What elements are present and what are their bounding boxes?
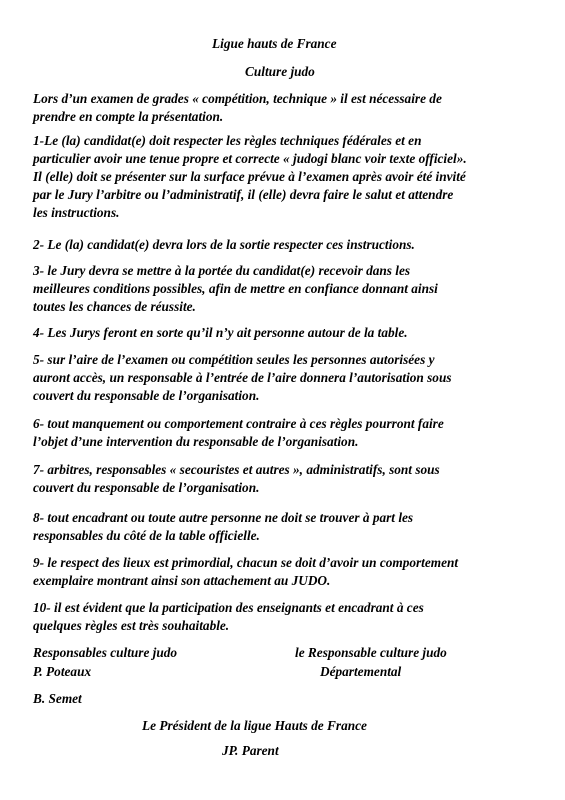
rule-item-3: [33, 262, 533, 316]
rule-line: 2- Le (la) candidat(e) devra lors de la sortie respecter ces instructions.: [33, 237, 415, 252]
rule-line: particulier avoir une tenue propre et correcte « judogi blanc voir texte officiel».: [33, 151, 467, 166]
signature-left-name-2: B. Semet: [33, 691, 82, 706]
president-title: Le Président de la ligue Hauts de France: [142, 718, 367, 733]
rule-line: Il (elle) doit se présenter sur la surface prévue à l’examen après avoir été invité: [33, 169, 466, 184]
rule-line: toutes les chances de réussite.: [33, 299, 196, 314]
rule-line: quelques règles est très souhaitable.: [33, 618, 230, 633]
rule-item-9: [33, 554, 533, 590]
rule-line: 3- le Jury devra se mettre à la portée du candidat(e) recevoir dans les: [33, 263, 411, 278]
rule-item-5: [33, 351, 533, 405]
signature-left-name-1: P. Poteaux: [33, 664, 92, 679]
intro-paragraph: [33, 90, 533, 126]
president-name: JP. Parent: [222, 743, 279, 758]
rule-line: meilleures conditions possibles, afin de mettre en confiance donnant ainsi: [33, 281, 438, 296]
rule-line: par le Jury l’arbitre ou l’administratif, il (elle) devra faire le salut et attendre: [33, 187, 454, 202]
rule-item-10: [33, 599, 533, 635]
rule-line: les instructions.: [33, 205, 120, 220]
intro-line: prendre en compte la présentation.: [33, 109, 224, 124]
signature-left-title: Responsables culture judo: [33, 645, 178, 660]
rule-line: 7- arbitres, responsables « secouristes et autres », administratifs, sont sous: [33, 462, 440, 477]
intro-line: Lors d’un examen de grades « compétition, technique » il est nécessaire de: [33, 91, 442, 106]
rule-line: responsables du côté de la table officielle.: [33, 528, 260, 543]
rule-item-6: [33, 415, 533, 451]
rule-line: couvert du responsable de l’organisation.: [33, 388, 260, 403]
rule-item-8: [33, 509, 533, 545]
rule-line: 4- Les Jurys feront en sorte qu’il n’y ait personne autour de la table.: [33, 325, 408, 340]
header-org: Ligue hauts de France: [212, 36, 337, 51]
rule-line: couvert du responsable de l’organisation.: [33, 480, 260, 495]
rule-item-1: [33, 132, 533, 222]
rule-item-4: [33, 324, 533, 342]
signature-right-subtitle: Départemental: [320, 664, 402, 679]
rule-line: 8- tout encadrant ou toute autre personne ne doit se trouver à part les: [33, 510, 414, 525]
signature-right-title: le Responsable culture judo: [295, 645, 447, 660]
rule-line: 1-Le (la) candidat(e) doit respecter les règles techniques fédérales et en: [33, 133, 422, 148]
rule-line: 6- tout manquement ou comportement contraire à ces règles pourront faire: [33, 416, 444, 431]
rule-line: 10- il est évident que la participation des enseignants et encadrant à ces: [33, 600, 424, 615]
rule-line: exemplaire montrant ainsi son attachement au JUDO.: [33, 573, 331, 588]
header-subject: Culture judo: [245, 64, 315, 79]
rule-line: l’objet d’une intervention du responsable de l’organisation.: [33, 434, 359, 449]
rule-item-7: [33, 461, 533, 497]
rule-line: 9- le respect des lieux est primordial, chacun se doit d’avoir un comportement: [33, 555, 459, 570]
rule-line: 5- sur l’aire de l’examen ou compétition seules les personnes autorisées y: [33, 352, 435, 367]
rule-line: auront accès, un responsable à l’entrée de l’aire donnera l’autorisation sous: [33, 370, 452, 385]
rule-item-2: [33, 236, 533, 254]
